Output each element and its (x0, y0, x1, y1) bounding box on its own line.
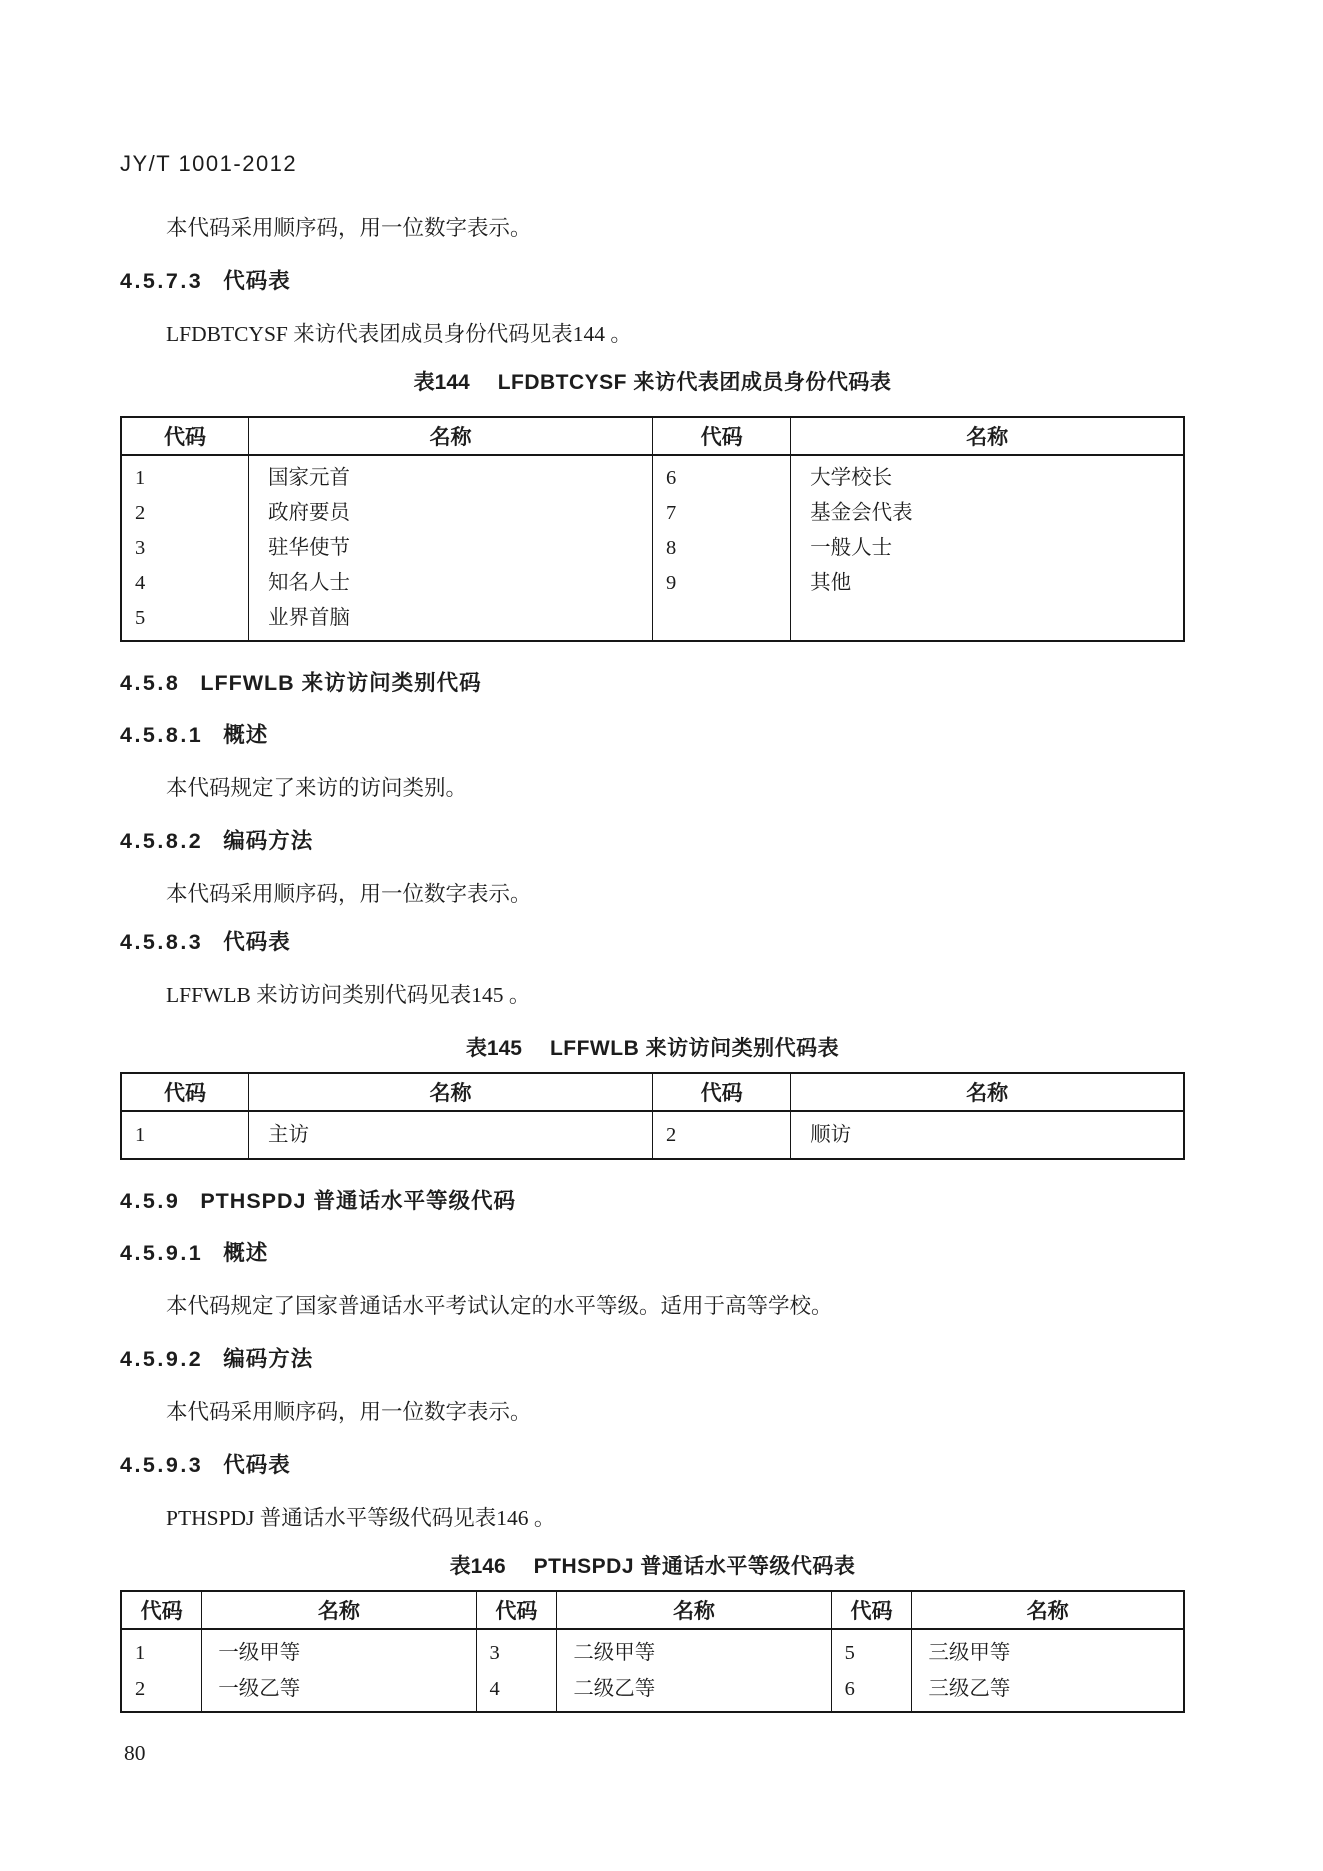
column-header-name: 名称 (912, 1591, 1184, 1629)
table-header-row (121, 1073, 1184, 1111)
column-header-name: 名称 (791, 1073, 1184, 1111)
heading-number: 4.5.8.3 (120, 930, 204, 954)
cell-line: 基金会代表 (810, 502, 913, 524)
standard-number: JY/T 1001-2012 (120, 151, 298, 176)
cell-line: 4 (489, 1678, 500, 1700)
cell-line: 三级乙等 (928, 1678, 1011, 1700)
heading-number: 4.5.9.1 (120, 1241, 204, 1265)
cell-line: 驻华使节 (268, 537, 351, 559)
name-column (791, 455, 1184, 641)
cell-line: 一般人士 (810, 537, 893, 559)
name-column (202, 1629, 476, 1712)
code-column (831, 1629, 912, 1712)
caption-title: LFDBTCYSF 来访代表团成员身份代码表 (497, 371, 892, 394)
code-table-146 (120, 1590, 1185, 1713)
cell-line: 6 (844, 1678, 855, 1700)
heading-title: 代码表 (223, 1453, 291, 1477)
cell-line: 2 (135, 502, 146, 524)
page-number: 80 (124, 1741, 146, 1765)
cell-line: 1 (135, 1642, 146, 1664)
code-column (121, 1629, 202, 1712)
paragraph: PTHSPDJ 普通话水平等级代码见表146 。 (166, 1506, 556, 1530)
paragraph: 本代码采用顺序码，用一位数字表示。 (166, 216, 532, 240)
table-header-row (121, 417, 1184, 455)
cell-line: 2 (135, 1678, 146, 1700)
name-column (557, 1629, 831, 1712)
caption-label: 表145 (465, 1037, 522, 1060)
heading-number: 4.5.8.1 (120, 723, 204, 747)
heading-number: 4.5.8 (120, 671, 181, 695)
code-column (121, 455, 249, 641)
code-column (652, 1111, 790, 1159)
caption-title: PTHSPDJ 普通话水平等级代码表 (533, 1555, 856, 1578)
section-heading-4-5-9-1 (120, 1239, 1185, 1268)
cell-line: 顺访 (810, 1124, 852, 1146)
caption-label: 表146 (449, 1555, 506, 1578)
section-heading-4-5-8 (120, 669, 1185, 698)
column-header-code: 代码 (831, 1591, 912, 1629)
name-column (249, 1111, 653, 1159)
table-body-row (121, 1629, 1184, 1712)
column-header-code: 代码 (121, 1073, 249, 1111)
cell-line: 7 (665, 502, 677, 524)
table-header-row (121, 1591, 1184, 1629)
paragraph: 本代码规定了来访的访问类别。 (166, 776, 468, 800)
code-table-145 (120, 1072, 1185, 1160)
heading-title: LFFWLB 来访访问类别代码 (200, 671, 482, 695)
cell-line: 4 (135, 572, 146, 594)
section-heading-4-5-9-3 (120, 1451, 1185, 1480)
column-header-name: 名称 (249, 1073, 653, 1111)
cell-line: 政府要员 (268, 502, 351, 524)
heading-number: 4.5.7.3 (120, 269, 204, 293)
code-column (476, 1629, 557, 1712)
column-header-code: 代码 (121, 1591, 202, 1629)
cell-line: 8 (665, 537, 677, 559)
cell-line: 三级甲等 (928, 1642, 1011, 1664)
code-column (652, 455, 790, 641)
name-column (912, 1629, 1184, 1712)
cell-line: 二级甲等 (573, 1642, 656, 1664)
cell-line: 一级甲等 (218, 1642, 301, 1664)
section-heading-4-5-8-1 (120, 721, 1185, 750)
cell-line: 6 (665, 467, 677, 489)
heading-number: 4.5.9.2 (120, 1347, 204, 1371)
paragraph: 本代码规定了国家普通话水平考试认定的水平等级。适用于高等学校。 (166, 1294, 833, 1318)
code-column (121, 1111, 249, 1159)
code-table-144 (120, 416, 1185, 642)
section-heading-4-5-8-2 (120, 827, 1185, 856)
heading-title: 编码方法 (223, 829, 314, 853)
paragraph: LFDBTCYSF 来访代表团成员身份代码见表144 。 (166, 322, 632, 346)
table-caption-145 (120, 1034, 1185, 1063)
column-header-code: 代码 (121, 417, 249, 455)
table-caption-146 (120, 1552, 1185, 1581)
paragraph: 本代码采用顺序码，用一位数字表示。 (166, 882, 532, 906)
cell-line: 其他 (810, 572, 852, 594)
table-caption-144 (120, 368, 1185, 397)
column-header-name: 名称 (249, 417, 653, 455)
cell-line: 业界首脑 (268, 607, 351, 629)
table-body-row (121, 1111, 1184, 1159)
table-body-row (121, 455, 1184, 641)
paragraph: 本代码采用顺序码，用一位数字表示。 (166, 1400, 532, 1424)
cell-line: 9 (665, 572, 677, 594)
heading-number: 4.5.8.2 (120, 829, 204, 853)
cell-line: 国家元首 (268, 467, 351, 489)
section-heading-4-5-7-3 (120, 267, 1185, 296)
heading-number: 4.5.9.3 (120, 1453, 204, 1477)
section-heading-4-5-8-3 (120, 928, 1185, 957)
paragraph: LFFWLB 来访访问类别代码见表145 。 (166, 983, 531, 1007)
column-header-name: 名称 (791, 417, 1184, 455)
caption-title: LFFWLB 来访访问类别代码表 (549, 1037, 840, 1060)
cell-line: 2 (665, 1124, 677, 1146)
column-header-code: 代码 (652, 1073, 790, 1111)
cell-line: 知名人士 (268, 572, 351, 594)
cell-line: 3 (489, 1642, 500, 1664)
column-header-code: 代码 (476, 1591, 557, 1629)
heading-title: PTHSPDJ 普通话水平等级代码 (200, 1189, 516, 1213)
cell-line: 3 (135, 537, 146, 559)
cell-line: 1 (135, 1124, 146, 1146)
section-heading-4-5-9 (120, 1187, 1185, 1216)
heading-number: 4.5.9 (120, 1189, 181, 1213)
cell-line: 二级乙等 (573, 1678, 656, 1700)
heading-title: 编码方法 (223, 1347, 314, 1371)
cell-line: 主访 (268, 1124, 310, 1146)
heading-title: 代码表 (223, 930, 291, 954)
cell-line: 5 (844, 1642, 855, 1664)
cell-line: 一级乙等 (218, 1678, 301, 1700)
heading-title: 代码表 (223, 269, 291, 293)
column-header-name: 名称 (557, 1591, 831, 1629)
column-header-code: 代码 (652, 417, 790, 455)
caption-label: 表144 (413, 371, 470, 394)
column-header-name: 名称 (202, 1591, 476, 1629)
cell-line: 大学校长 (810, 467, 893, 489)
heading-title: 概述 (223, 723, 269, 747)
cell-line: 5 (135, 607, 146, 629)
name-column (249, 455, 653, 641)
heading-title: 概述 (223, 1241, 269, 1265)
section-heading-4-5-9-2 (120, 1345, 1185, 1374)
cell-line: 1 (135, 467, 146, 489)
name-column (791, 1111, 1184, 1159)
